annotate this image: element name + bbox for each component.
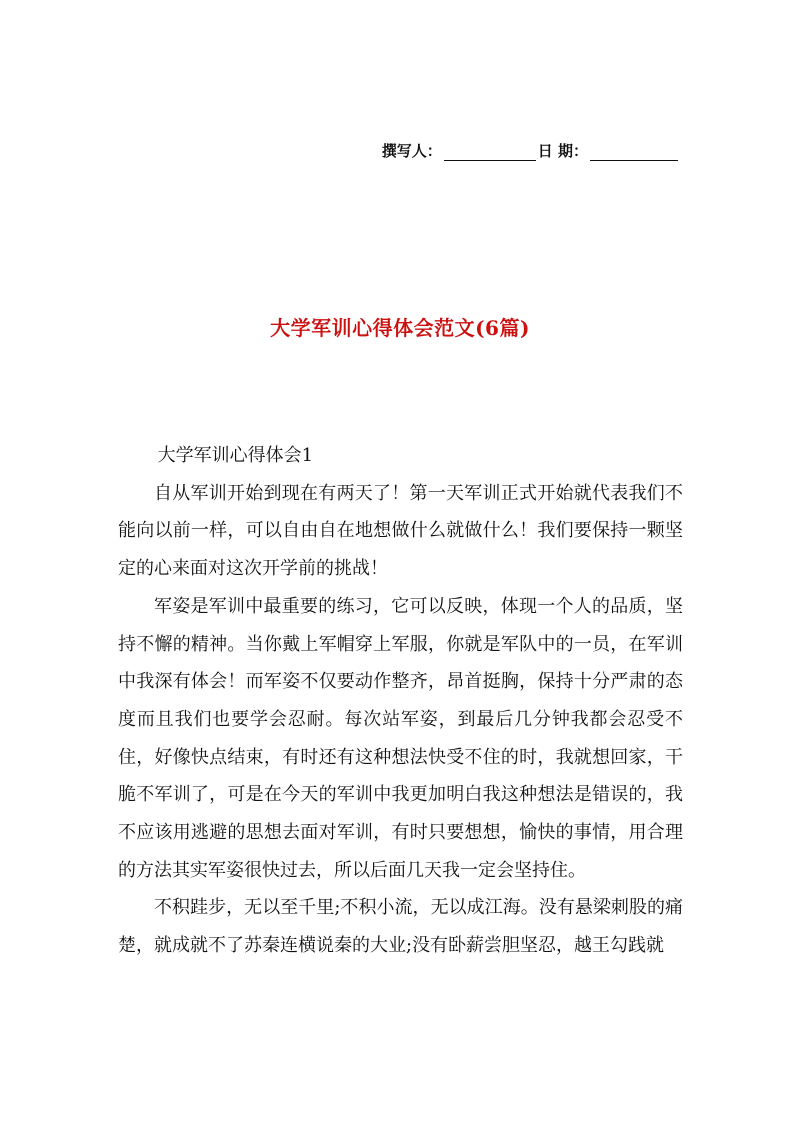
paragraph-1: 自从军训开始到现在有两天了！第一天军训正式开始就代表我们不能向以前一样，可以自由自在地想做什么就做什么！我们要保持一颗坚定的心来面对这次开学前的挑战！ <box>118 482 683 580</box>
date-blank <box>590 144 678 161</box>
author-label: 撰写人： <box>381 142 442 160</box>
section-heading: 大学军训心得体会1 <box>157 445 314 466</box>
author-blank <box>444 144 536 161</box>
date-label: 日 期： <box>537 142 588 160</box>
document-title: 大学军训心得体会范文(6篇) <box>270 316 530 340</box>
document-body <box>118 437 683 965</box>
author-date-line <box>382 140 680 161</box>
paragraph-2: 军姿是军训中最重要的练习，它可以反映，体现一个人的品质，坚持不懈的精神。当你戴上军帽穿上军服，你就是军队中的一员，在军训中我深有体会！而军姿不仅要动作整齐，昂首挺胸，保持十分严肃的态度而且我们也要学会忍耐。每次站军姿，到最后几分钟我都会忍受不住，好像快点结束，有时还有这种想法快受不住的时，我就想回家，干脆不军训了，可是在今天的军训中我更加明白我这种想法是错误的，我不应该用逃避的思想去面对军训，有时只要想想，愉快的事情，用合理的方法其实军姿很快过去，所以后面几天我一定会坚持住。 <box>118 595 683 881</box>
paragraph-3: 不积跬步，无以至千里;不积小流，无以成江海。没有悬梁刺股的痛楚，就成就不了苏秦连横说秦的大业;没有卧薪尝胆坚忍，越王勾践就 <box>118 897 683 957</box>
